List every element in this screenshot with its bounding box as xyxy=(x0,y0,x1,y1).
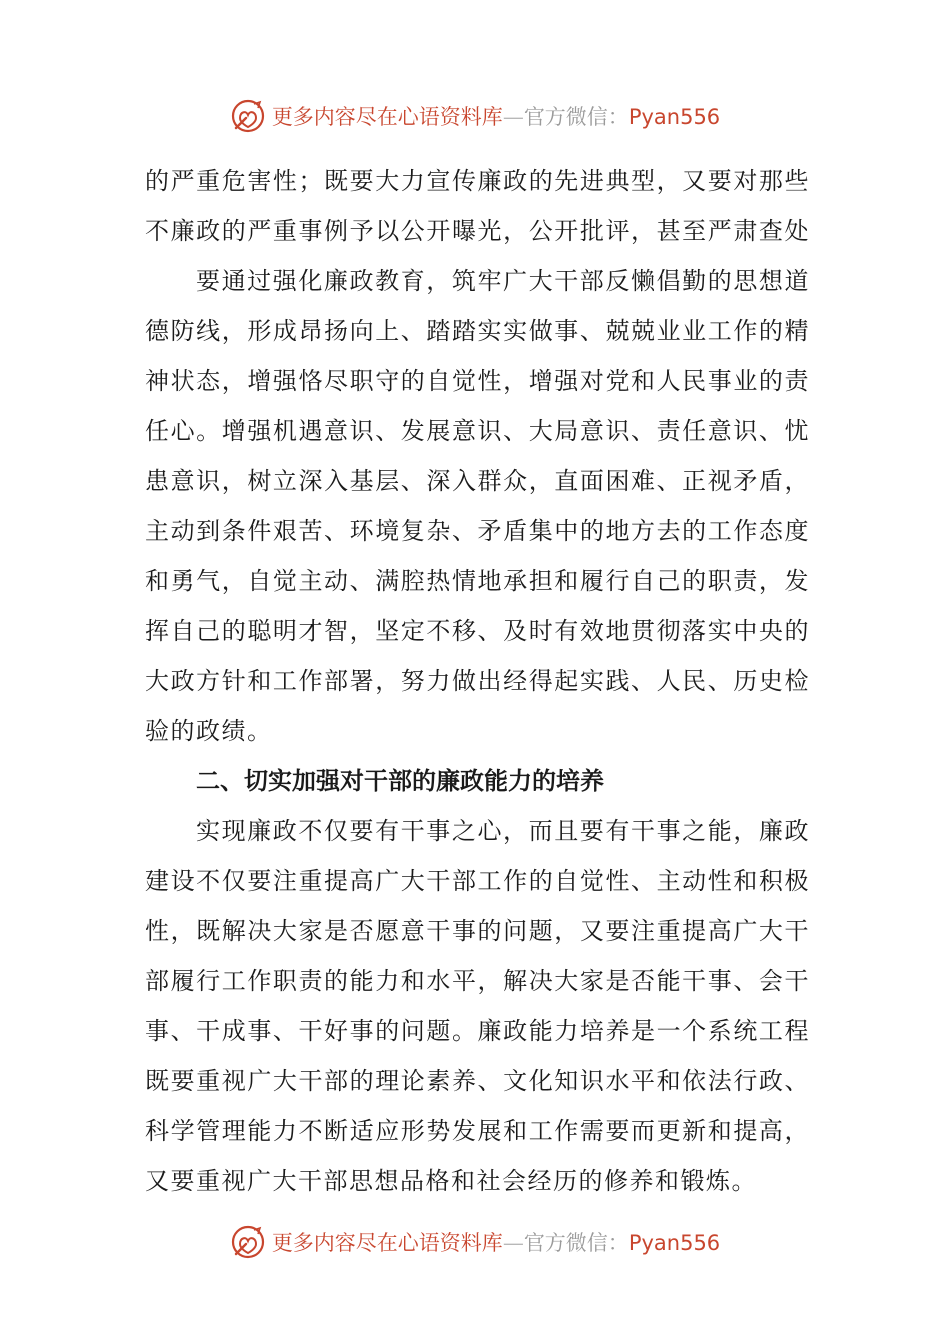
banner-wechat-label: 官方微信： xyxy=(523,105,629,129)
text-line: 神状态，增强恪尽职守的自觉性，增强对党和人民事业的责 xyxy=(145,367,810,395)
text-line: 实现廉政不仅要有干事之心，而且要有干事之能，廉政 xyxy=(196,817,810,845)
text-line: 大政方针和工作部署，努力做出经得起实践、人民、历史检 xyxy=(145,667,810,695)
heart-pen-logo-icon xyxy=(230,98,266,134)
document-body xyxy=(145,156,810,1206)
text-line: 部履行工作职责的能力和水平，解决大家是否能干事、会干 xyxy=(145,967,810,995)
banner-wechat-id: Pyan556 xyxy=(628,1231,721,1255)
banner-wechat-label: 官方微信： xyxy=(523,1231,629,1255)
text-line: 性，既解决大家是否愿意干事的问题，又要注重提高广大干 xyxy=(145,917,810,945)
footer-banner xyxy=(0,1222,950,1262)
text-line: 科学管理能力不断适应形势发展和工作需要而更新和提高， xyxy=(145,1117,810,1145)
banner-slogan: 更多内容尽在心语资料库 xyxy=(271,1231,503,1255)
text-line: 建设不仅要注重提高广大干部工作的自觉性、主动性和积极 xyxy=(145,867,810,895)
footer-banner-text xyxy=(272,1227,720,1257)
text-line: 验的政绩。 xyxy=(145,717,273,745)
text-line: 的严重危害性；既要大力宣传廉政的先进典型，又要对那些 xyxy=(145,167,810,195)
header-banner xyxy=(0,96,950,136)
text-line: 主动到条件艰苦、环境复杂、矛盾集中的地方去的工作态度 xyxy=(145,517,810,545)
text-line: 德防线，形成昂扬向上、踏踏实实做事、兢兢业业工作的精 xyxy=(145,317,810,345)
header-banner-text xyxy=(272,101,720,131)
banner-wechat-id: Pyan556 xyxy=(628,105,721,129)
banner-slogan: 更多内容尽在心语资料库 xyxy=(271,105,503,129)
text-line: 不廉政的严重事例予以公开曝光，公开批评，甚至严肃查处 xyxy=(145,217,810,245)
text-line: 和勇气，自觉主动、满腔热情地承担和履行自己的职责，发 xyxy=(145,567,810,595)
heart-pen-logo-icon xyxy=(230,1224,266,1260)
text-line: 事、干成事、干好事的问题。廉政能力培养是一个系统工程 xyxy=(145,1017,810,1045)
banner-dash: — xyxy=(502,1231,524,1255)
text-line: 患意识，树立深入基层、深入群众，直面困难、正视矛盾， xyxy=(145,467,810,495)
section-heading: 二、切实加强对干部的廉政能力的培养 xyxy=(196,767,604,795)
text-line: 既要重视广大干部的理论素养、文化知识水平和依法行政、 xyxy=(145,1067,810,1095)
text-line: 挥自己的聪明才智，坚定不移、及时有效地贯彻落实中央的 xyxy=(145,617,810,645)
banner-dash: — xyxy=(502,105,524,129)
text-line: 要通过强化廉政教育，筑牢广大干部反懒倡勤的思想道 xyxy=(196,267,810,295)
text-line: 又要重视广大干部思想品格和社会经历的修养和锻炼。 xyxy=(145,1167,757,1195)
text-line: 任心。增强机遇意识、发展意识、大局意识、责任意识、忧 xyxy=(145,417,810,445)
